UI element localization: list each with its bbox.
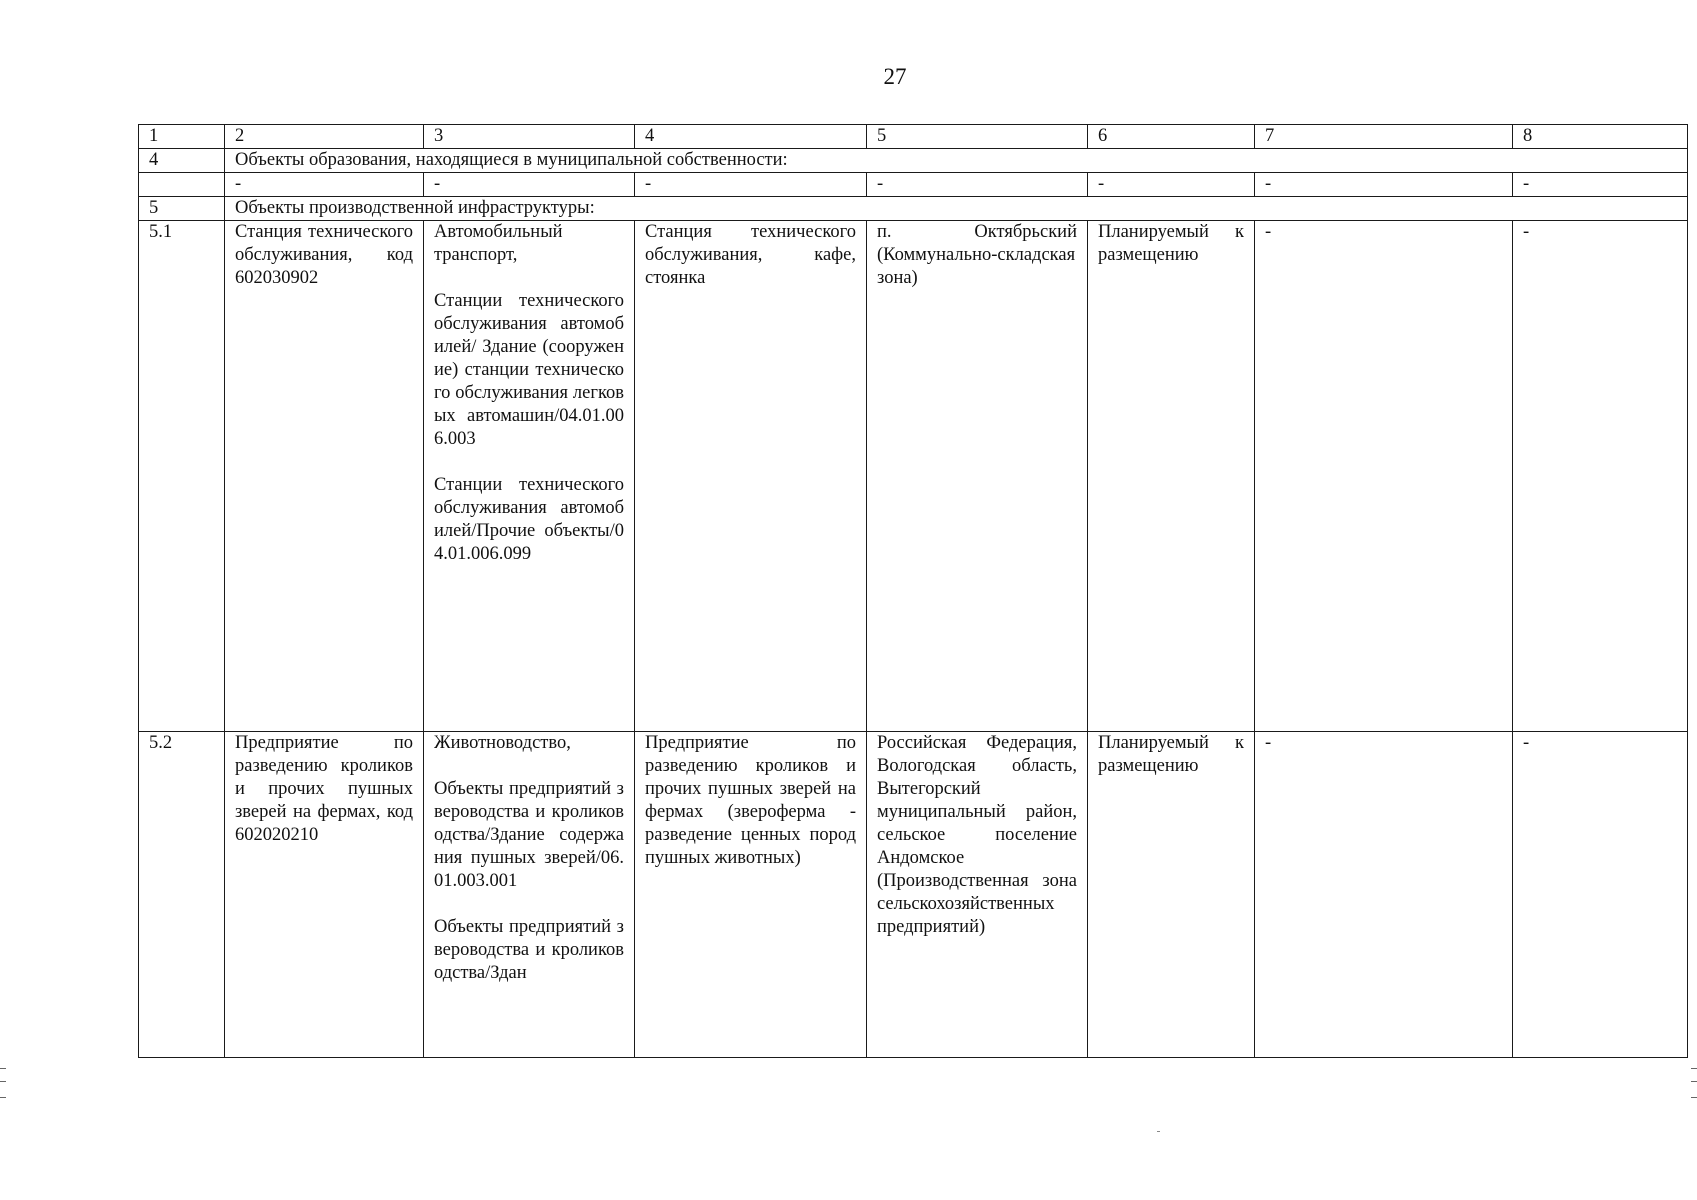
table-header-row <box>139 125 1688 149</box>
section-number: 4 <box>139 149 225 173</box>
scan-edge-mark-left <box>0 1068 6 1098</box>
object-purpose <box>424 732 635 1058</box>
header-cell-1: 1 <box>139 125 225 149</box>
dash-cell-8: - <box>1513 173 1688 197</box>
table-row-5-1 <box>139 221 1688 732</box>
section-row-education <box>139 149 1688 173</box>
objects-table <box>138 124 1688 1058</box>
header-cell-5: 5 <box>867 125 1088 149</box>
object-location: п. Октябрьский (Коммунально-складская зона) <box>867 221 1088 732</box>
purpose-line-1: Автомобильный транспорт, <box>434 222 563 265</box>
object-status: Планируемый к размещению <box>1088 732 1255 1058</box>
header-cell-7: 7 <box>1255 125 1513 149</box>
scan-edge-mark-right <box>1691 1068 1697 1098</box>
col7-value: - <box>1255 221 1513 732</box>
section-title: Объекты образования, находящиеся в муниципальной собственности: <box>225 149 1688 173</box>
purpose-line-1: Животноводство, <box>434 733 571 753</box>
object-purpose <box>424 221 635 732</box>
page-number: 27 <box>883 64 907 89</box>
section-number: 5 <box>139 197 225 221</box>
object-name: Предприятие по разведению кроликов и прочих пушных зверей на фермах, код 602020210 <box>225 732 424 1058</box>
header-cell-6: 6 <box>1088 125 1255 149</box>
object-location: Российская Федерация, Вологодская область, Вытегорский муниципальный район, сельское поселение Андомское (Производственная зона сельскохозяйственных предприятий) <box>867 732 1088 1058</box>
header-cell-2: 2 <box>225 125 424 149</box>
dash-cell-7: - <box>1255 173 1513 197</box>
purpose-line-3: Станции технического обслуживания автомобилей/Прочие объекты/04.01.006.099 <box>434 475 624 564</box>
row-number: 5.2 <box>139 732 225 1058</box>
table-row-5-2 <box>139 732 1688 1058</box>
section-title: Объекты производственной инфраструктуры: <box>225 197 1688 221</box>
purpose-line-2: Станции технического обслуживания автомобилей/ Здание (сооружение) станции технического обслуживания легковых автомашин/04.01.006.003 <box>434 291 624 449</box>
dash-cell-5: - <box>867 173 1088 197</box>
purpose-line-2: Объекты предприятий звероводства и кролиководства/Здание содержания пушных зверей/06.01.003.001 <box>434 779 624 891</box>
header-cell-3: 3 <box>424 125 635 149</box>
col8-value: - <box>1513 732 1688 1058</box>
object-characteristics: Станция технического обслуживания, кафе, стоянка <box>635 221 867 732</box>
purpose-line-3: Объекты предприятий звероводства и кролиководства/Здан <box>434 917 624 983</box>
dash-cell-4: - <box>635 173 867 197</box>
header-cell-8: 8 <box>1513 125 1688 149</box>
dash-cell-2: - <box>225 173 424 197</box>
empty-dash-row <box>139 173 1688 197</box>
dash-cell-3: - <box>424 173 635 197</box>
object-characteristics: Предприятие по разведению кроликов и прочих пушных зверей на фермах (звероферма - разведение ценных пород пушных животных) <box>635 732 867 1058</box>
section-row-production <box>139 197 1688 221</box>
col8-value: - <box>1513 221 1688 732</box>
object-status: Планируемый к размещению <box>1088 221 1255 732</box>
row-number: 5.1 <box>139 221 225 732</box>
dash-cell-6: - <box>1088 173 1255 197</box>
header-cell-4: 4 <box>635 125 867 149</box>
scan-speck <box>1157 1131 1160 1132</box>
dash-cell-1 <box>139 173 225 197</box>
object-name: Станция технического обслуживания, код 602030902 <box>225 221 424 732</box>
col7-value: - <box>1255 732 1513 1058</box>
